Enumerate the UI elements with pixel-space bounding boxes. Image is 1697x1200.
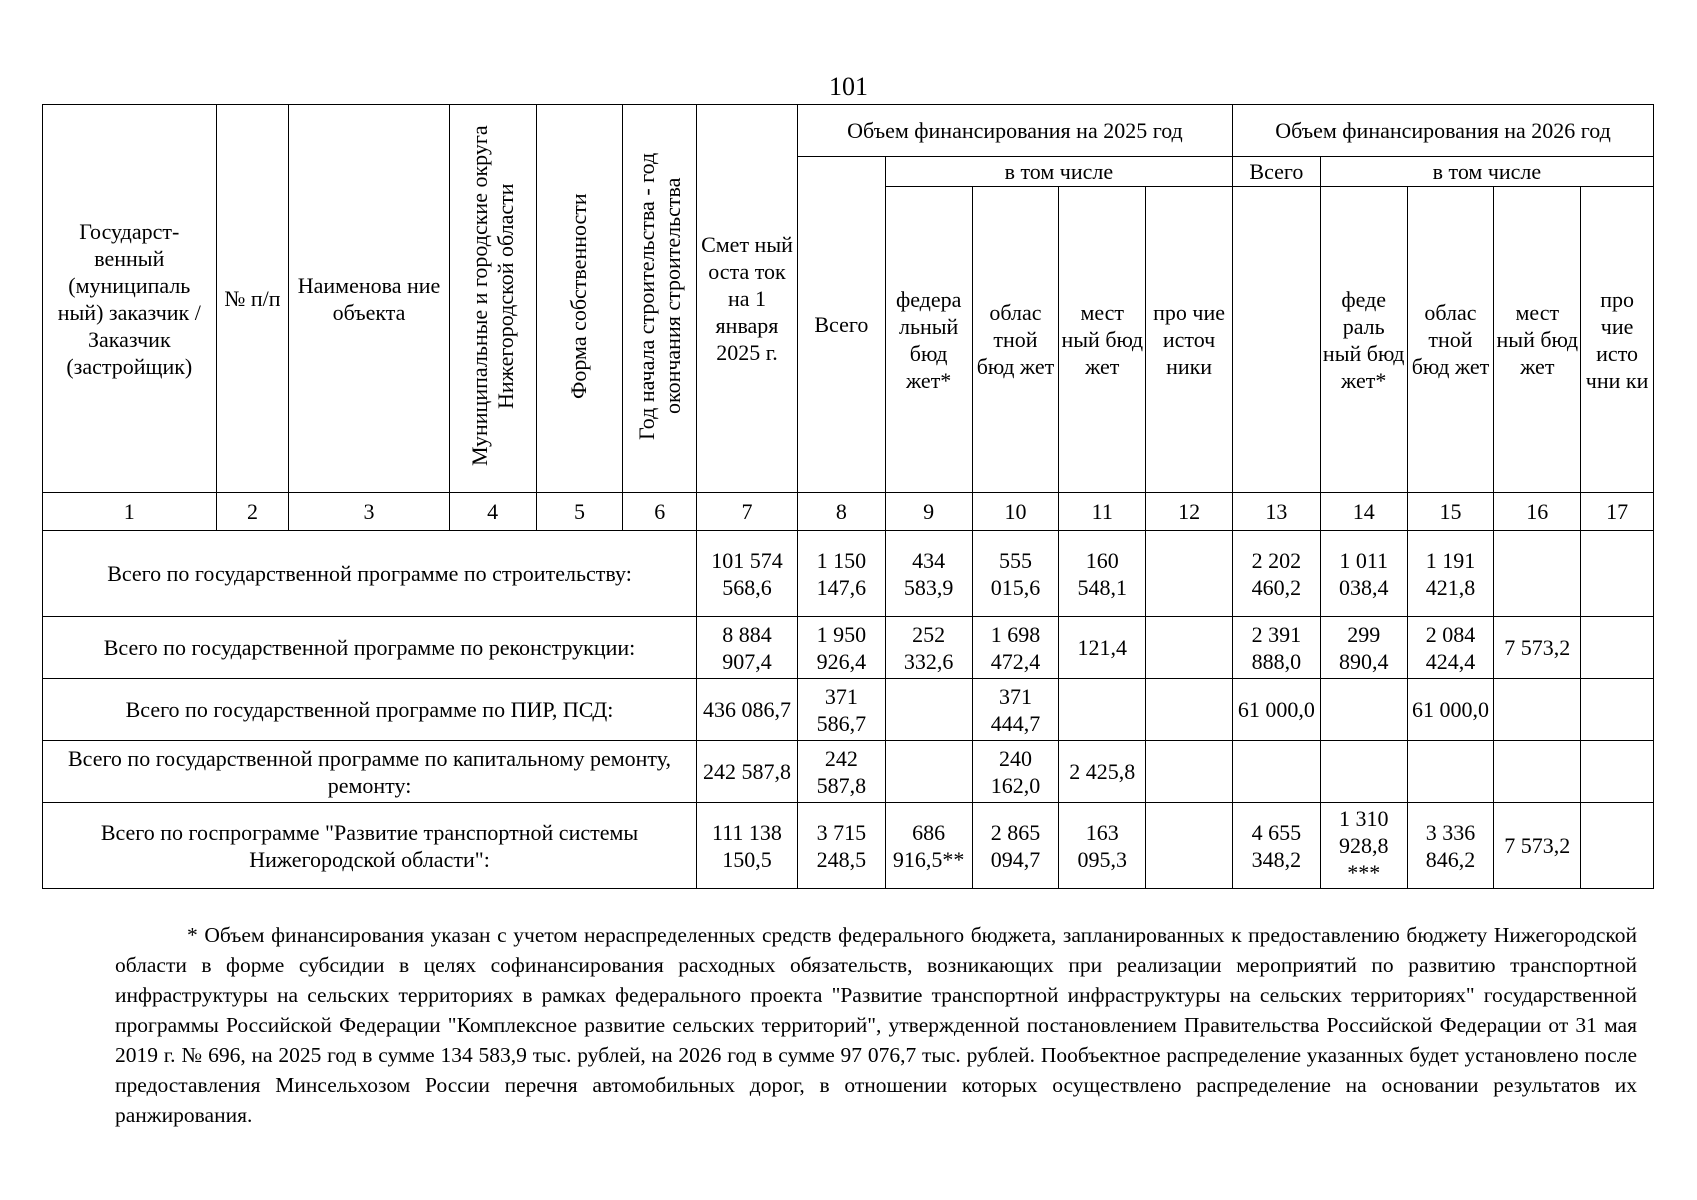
cell-c13: 61 000,0 — [1232, 679, 1320, 741]
cell-c10: 2 865 094,7 — [972, 803, 1059, 889]
cell-c13 — [1232, 741, 1320, 803]
colnum-8: 8 — [797, 493, 885, 531]
cell-c13: 4 655 348,2 — [1232, 803, 1320, 889]
row-label: Всего по государственной программе по строительству: — [43, 531, 697, 617]
cell-c17 — [1581, 531, 1654, 617]
header-other-2025: про чие источ ники — [1146, 187, 1233, 493]
colnum-9: 9 — [885, 493, 972, 531]
cell-c12 — [1146, 617, 1233, 679]
financing-table — [42, 104, 1654, 889]
colnum-12: 12 — [1146, 493, 1233, 531]
cell-c12 — [1146, 531, 1233, 617]
colnum-10: 10 — [972, 493, 1059, 531]
cell-c17 — [1581, 741, 1654, 803]
cell-c13: 2 391 888,0 — [1232, 617, 1320, 679]
cell-c14: 1 310 928,8 *** — [1320, 803, 1407, 889]
colnum-2: 2 — [216, 493, 289, 531]
colnum-15: 15 — [1407, 493, 1494, 531]
header-ownership — [536, 105, 623, 493]
cell-c11 — [1059, 679, 1146, 741]
cell-c8: 1 950 926,4 — [797, 617, 885, 679]
cell-c15: 1 191 421,8 — [1407, 531, 1494, 617]
cell-c15: 61 000,0 — [1407, 679, 1494, 741]
header-local-2025: мест ный бюд жет — [1059, 187, 1146, 493]
header-regional-2025: облас тной бюд жет — [972, 187, 1059, 493]
cell-c16 — [1494, 531, 1581, 617]
footnote: * Объем финансирования указан с учетом нераспределенных средств федерального бюджета, запланированных к предоставлению бюджету Нижегородской области в форме субсидии в целях софинансирования расходных обязательств, возникающих при реализации мероприятий по развитию транспортной инфраструктуры на сельских территориях в рамках федерального проекта "Развитие транспортной инфраструктуры на сельских территориях" государственной программы Российской Федерации "Комплексное развитие сельских территорий", утвержденной постановлением Правительства Российской Федерации от 31 мая 2019 г. № 696, на 2025 год в сумме 134 583,9 тыс. рублей, на 2026 год в сумме 97 076,7 тыс. рублей. Пообъектное распределение указанных будет установлено после предоставления Минсельхозом России перечня автомобильных дорог, в отношении которых осуществлено распределение на основании результатов их ранжирования. — [115, 923, 1637, 1127]
header-customer: Государст-венный (муниципаль ный) заказчик / Заказчик (застройщик) — [43, 105, 217, 493]
header-federal-2026: феде раль ный бюд жет* — [1320, 187, 1407, 493]
cell-c17 — [1581, 679, 1654, 741]
cell-c16 — [1494, 679, 1581, 741]
colnum-13: 13 — [1232, 493, 1320, 531]
cell-c11: 121,4 — [1059, 617, 1146, 679]
cell-c12 — [1146, 679, 1233, 741]
cell-c13: 2 202 460,2 — [1232, 531, 1320, 617]
header-incl-2025: в том числе — [885, 157, 1232, 187]
cell-c7: 101 574 568,6 — [697, 531, 798, 617]
header-years-text: Год начала строительства - год окончания строительства — [633, 151, 685, 440]
header-other-2026: про чие исто чни ки — [1581, 187, 1654, 493]
header-total-2025: Всего — [797, 157, 885, 493]
header-object-name: Наименова ние объекта — [289, 105, 449, 493]
cell-c7: 111 138 150,5 — [697, 803, 798, 889]
colnum-7: 7 — [697, 493, 798, 531]
header-years — [623, 105, 697, 493]
colnum-11: 11 — [1059, 493, 1146, 531]
table-row — [43, 531, 1654, 617]
cell-c11: 163 095,3 — [1059, 803, 1146, 889]
table-row — [43, 803, 1654, 889]
row-label: Всего по госпрограмме "Развитие транспортной системы Нижегородской области": — [43, 803, 697, 889]
cell-c10: 240 162,0 — [972, 741, 1059, 803]
cell-c9 — [885, 741, 972, 803]
header-blank-2026 — [1232, 187, 1320, 493]
table-row — [43, 741, 1654, 803]
colnum-3: 3 — [289, 493, 449, 531]
row-label: Всего по государственной программе по реконструкции: — [43, 617, 697, 679]
cell-c15: 3 336 846,2 — [1407, 803, 1494, 889]
table-row — [43, 679, 1654, 741]
cell-c12 — [1146, 741, 1233, 803]
cell-c16: 7 573,2 — [1494, 617, 1581, 679]
colnum-1: 1 — [43, 493, 217, 531]
cell-c9 — [885, 679, 972, 741]
cell-c8: 3 715 248,5 — [797, 803, 885, 889]
cell-c8: 371 586,7 — [797, 679, 885, 741]
cell-c9: 252 332,6 — [885, 617, 972, 679]
page-number: 101 — [829, 72, 868, 101]
header-ownership-text: Форма собственности — [566, 192, 592, 399]
header-total-2026: Всего — [1232, 157, 1320, 187]
cell-c15 — [1407, 741, 1494, 803]
cell-c14: 1 011 038,4 — [1320, 531, 1407, 617]
header-regional-2026: облас тной бюд жет — [1407, 187, 1494, 493]
cell-c16 — [1494, 741, 1581, 803]
cell-c14 — [1320, 741, 1407, 803]
cell-c17 — [1581, 617, 1654, 679]
header-federal-2025: федера льный бюд жет* — [885, 187, 972, 493]
cell-c12 — [1146, 803, 1233, 889]
header-num: № п/п — [216, 105, 289, 493]
table-row — [43, 617, 1654, 679]
cell-c8: 1 150 147,6 — [797, 531, 885, 617]
cell-c11: 2 425,8 — [1059, 741, 1146, 803]
header-fin-2025: Объем финансирования на 2025 год — [797, 105, 1232, 157]
cell-c10: 1 698 472,4 — [972, 617, 1059, 679]
cell-c10: 555 015,6 — [972, 531, 1059, 617]
header-local-2026: мест ный бюд жет — [1494, 187, 1581, 493]
header-fin-2026: Объем финансирования на 2026 год — [1232, 105, 1653, 157]
colnum-17: 17 — [1581, 493, 1654, 531]
cell-c11: 160 548,1 — [1059, 531, 1146, 617]
header-municipal — [449, 105, 536, 493]
header-municipal-text: Муниципальные и городские округа Нижегородской области — [466, 125, 518, 466]
colnum-5: 5 — [536, 493, 623, 531]
cell-c9: 434 583,9 — [885, 531, 972, 617]
row-label: Всего по государственной программе по капитальному ремонту, ремонту: — [43, 741, 697, 803]
colnum-4: 4 — [449, 493, 536, 531]
cell-c10: 371 444,7 — [972, 679, 1059, 741]
cell-c7: 436 086,7 — [697, 679, 798, 741]
cell-c9: 686 916,5** — [885, 803, 972, 889]
header-incl-2026: в том числе — [1320, 157, 1653, 187]
cell-c15: 2 084 424,4 — [1407, 617, 1494, 679]
colnum-16: 16 — [1494, 493, 1581, 531]
header-estimate: Смет ный оста ток на 1 января 2025 г. — [697, 105, 798, 493]
cell-c17 — [1581, 803, 1654, 889]
cell-c14: 299 890,4 — [1320, 617, 1407, 679]
row-label: Всего по государственной программе по ПИР, ПСД: — [43, 679, 697, 741]
cell-c16: 7 573,2 — [1494, 803, 1581, 889]
cell-c7: 8 884 907,4 — [697, 617, 798, 679]
colnum-6: 6 — [623, 493, 697, 531]
cell-c8: 242 587,8 — [797, 741, 885, 803]
cell-c7: 242 587,8 — [697, 741, 798, 803]
cell-c14 — [1320, 679, 1407, 741]
colnum-14: 14 — [1320, 493, 1407, 531]
